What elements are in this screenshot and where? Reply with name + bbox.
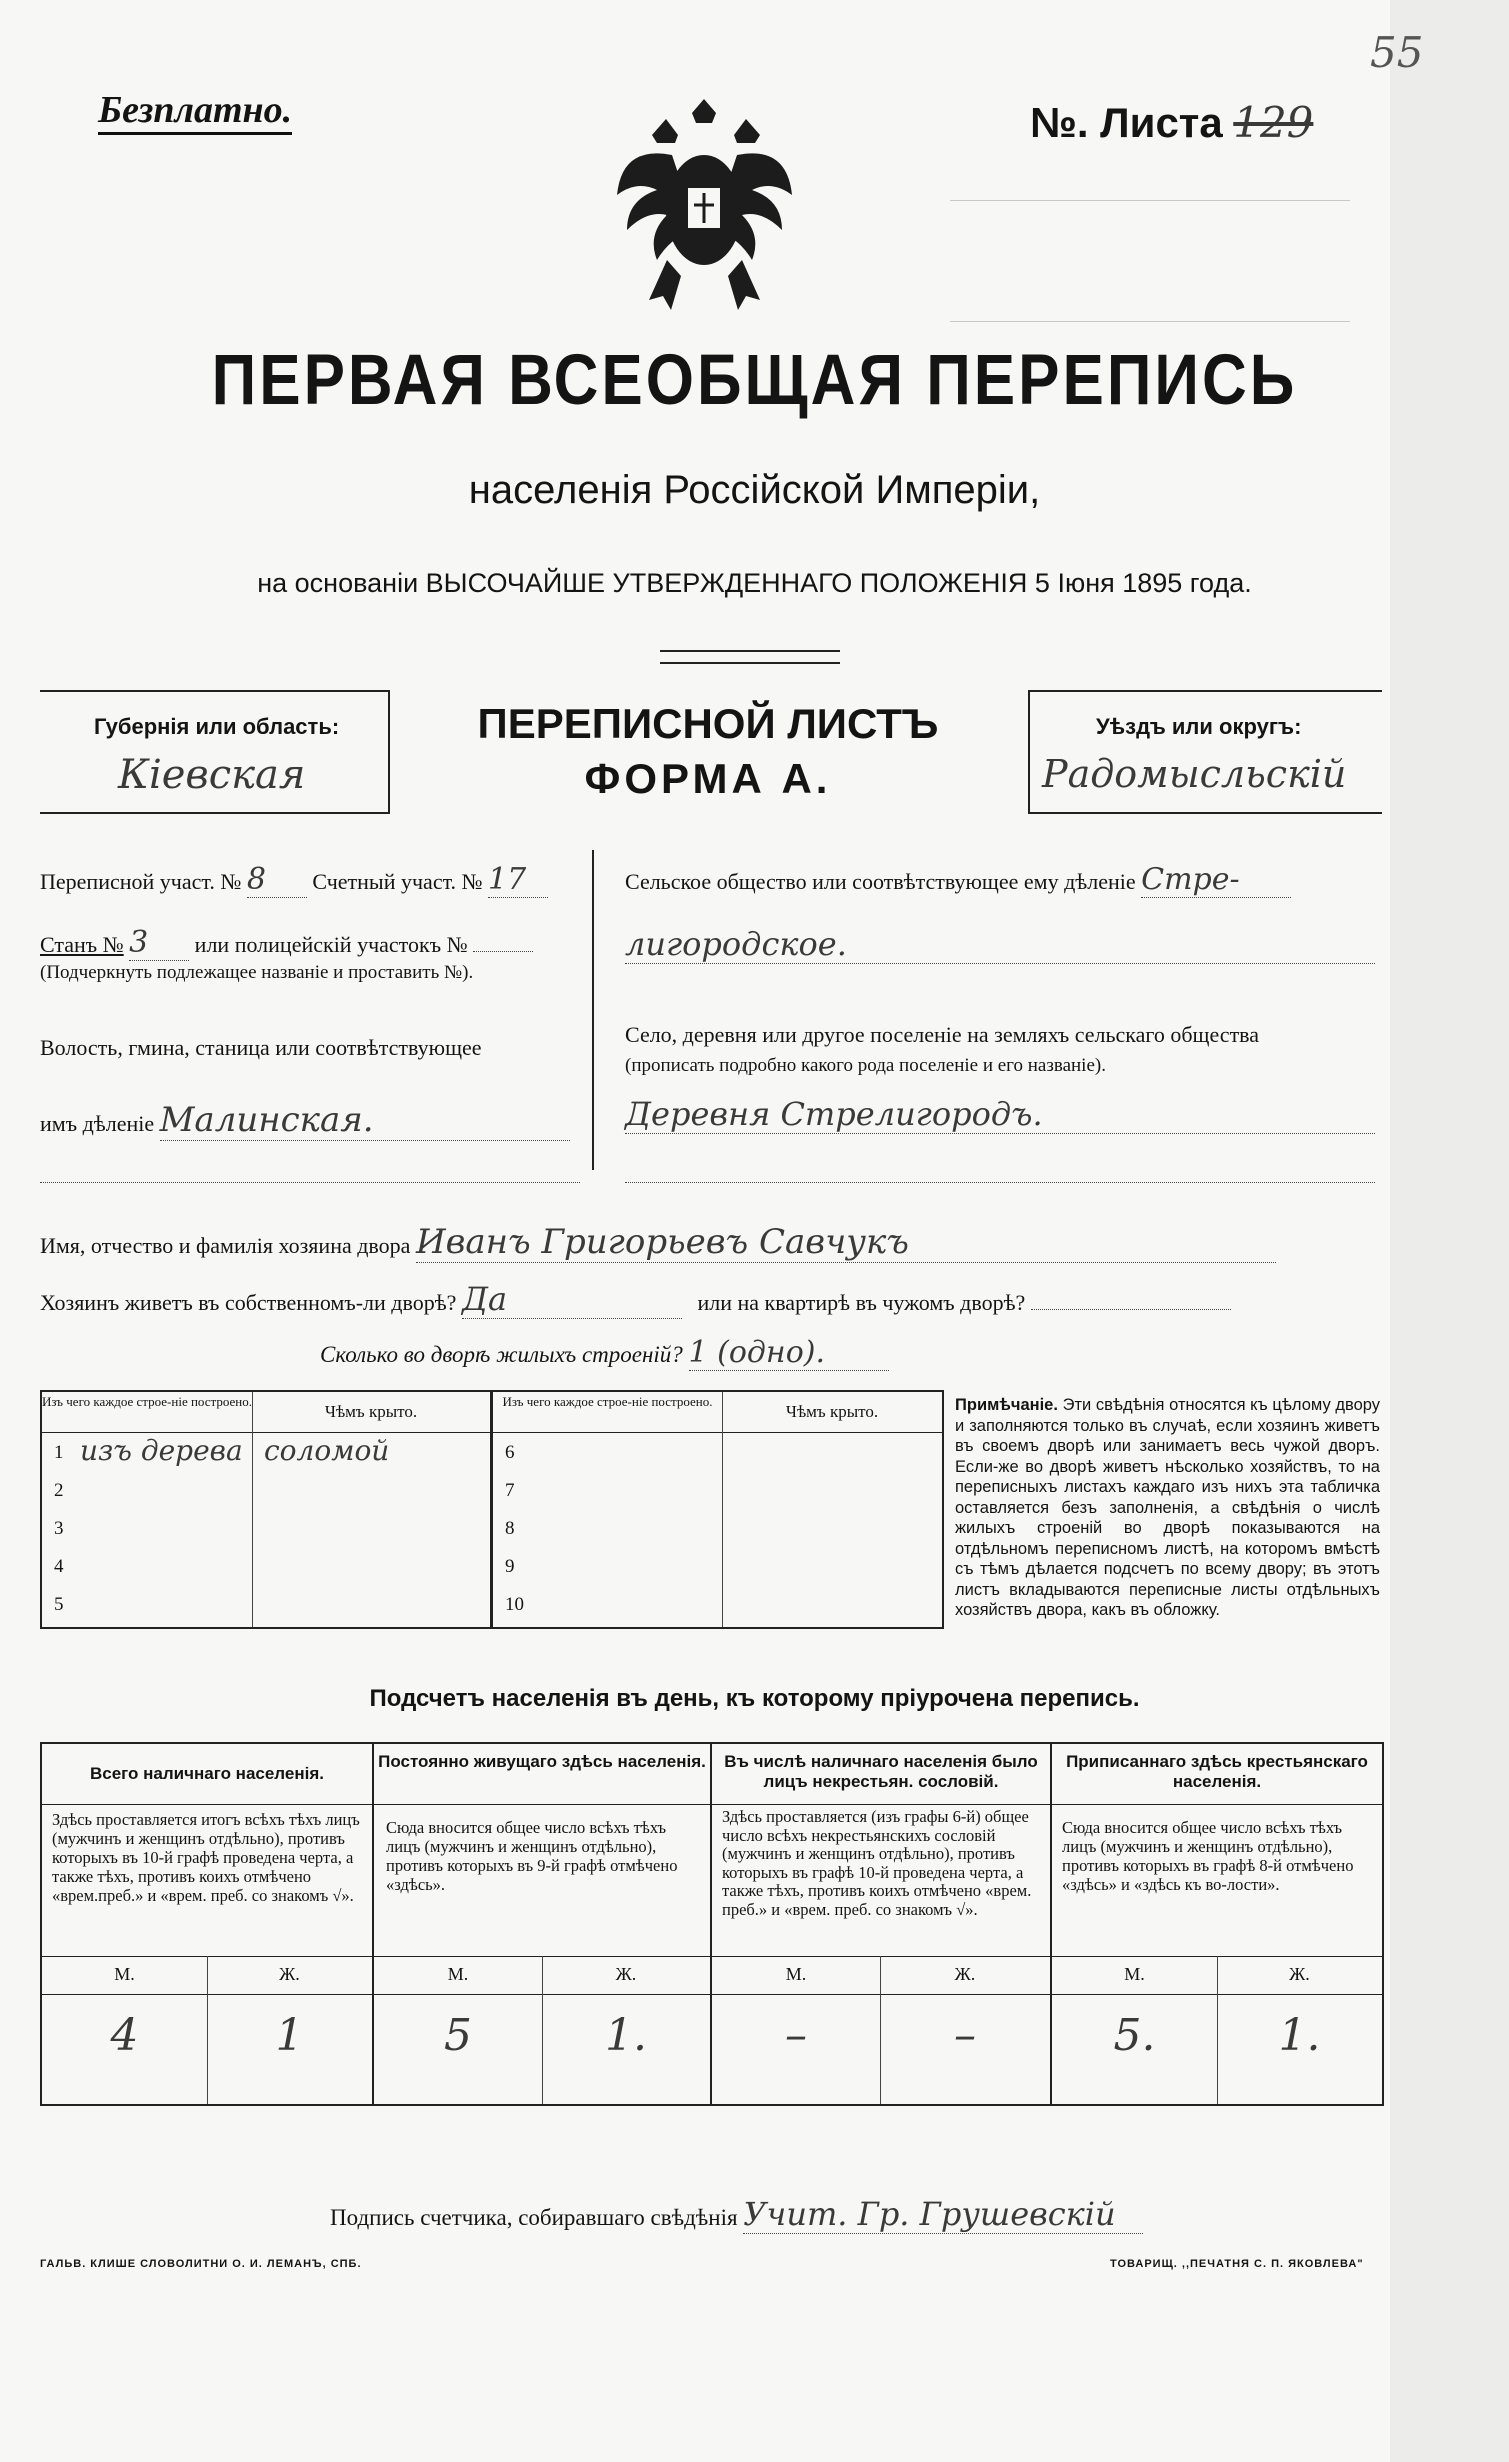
building-row-number: 6: [505, 1442, 515, 1463]
building-row-number: 8: [505, 1518, 515, 1539]
count-group-head: Приписаннаго здѣсь крестьянскаго населенія.: [1066, 1752, 1368, 1791]
imprint-left: ГАЛЬВ. КЛИШЕ СЛОВОЛИТНИ О. И. ЛЕМАНЪ, СПБ.: [40, 2258, 362, 2270]
village-extra-line: [625, 1180, 1375, 1183]
rent-label: или на квартирѣ въ чужомъ дворѣ?: [697, 1290, 1026, 1315]
buildings-value: 1 (одно).: [689, 1335, 889, 1371]
count-group-desc: Здѣсь проставляется (изъ графы 6-й) общее число всѣхъ некрестьянскихъ сословій (мужчинъ и женщинъ отдѣльно), противъ которыхъ въ графѣ 10-й проведена черта, а также тѣхъ, противъ коихъ отмѣчено «врем. преб.» и «врем. преб. со знакомъ √».: [722, 1807, 1032, 1919]
volost-label-2: имъ дѣленіе: [40, 1111, 155, 1136]
note-label: Примѣчаніе.: [955, 1396, 1058, 1414]
note-text: Эти свѣдѣнія относятся къ цѣлому двору и заполняются только въ случаѣ, если хозяинъ живетъ въ своемъ дворѣ или занимаетъ весь чужой дворъ. Если-же во дворѣ живетъ нѣсколько хозяйствъ, то на переписныхъ листахъ каждаго изъ нихъ эта табличка оставляется безъ заполненія, а свѣдѣнія о числѣ жилыхъ строеній во дворѣ показываются на отдѣльномъ переписномъ листѣ, на которомъ вмѣстѣ съ тѣмъ дѣлается подсчетъ по всему двору; въ этотъ листъ вкладываются переписные листы отдѣльныхъ хозяйствъ двора, какъ въ обложку.: [955, 1396, 1380, 1619]
count-f-value: 1: [275, 2010, 304, 2061]
society-line: [625, 862, 1291, 898]
census-district-line: [40, 862, 548, 898]
building-row: [42, 1510, 490, 1548]
own-yard-value: Да: [462, 1280, 682, 1319]
building-row-number: 2: [54, 1480, 64, 1501]
vertical-divider: [592, 850, 594, 1170]
building-row-number: 7: [505, 1480, 515, 1501]
signature-value: Учит. Гр. Грушевскій: [743, 2195, 1143, 2234]
count-desc-rule: [42, 1956, 1382, 1957]
count-table: [40, 1742, 1384, 2106]
count-f-label: Ж.: [1289, 1964, 1310, 1984]
count-f-value: 1.: [605, 2010, 647, 2061]
count-m-value: 5.: [1113, 2010, 1156, 2061]
volost-line: [40, 1100, 570, 1141]
count-group-desc: Сюда вносится общее число всѣхъ тѣхъ лицъ (мужчинъ и женщинъ отдѣльно), противъ которыхъ въ графѣ 8-й отмѣчено «здѣсь» и «здѣсь къ во-лости».: [1062, 1818, 1354, 1894]
count-group-desc: Здѣсь проставляется итогъ всѣхъ тѣхъ лицъ (мужчинъ и женщинъ отдѣльно), противъ которыхъ въ 10-й графѣ проведена черта, а также тѣхъ, противъ коихъ отмѣчено «врем.преб.» и «врем. преб. со знакомъ √».: [52, 1810, 360, 1905]
village-note: (прописать подробно какого рода поселеніе и его названіе).: [625, 1055, 1106, 1076]
form-title: ПЕРЕПИСНОЙ ЛИСТЪ: [477, 700, 939, 747]
count-head-rule: [42, 1804, 1382, 1805]
village-value: Деревня Стрелигородъ.: [625, 1095, 1375, 1134]
volost-extra-line: [40, 1180, 580, 1183]
gubernia-box: [40, 690, 390, 814]
sheet-number: [1030, 98, 1313, 148]
count-m-value: 4: [110, 2010, 139, 2061]
count-m-label: М.: [447, 1964, 469, 1984]
building-row-roof: соломой: [264, 1434, 390, 1467]
count-m-value: –: [785, 2010, 807, 2061]
building-row: [493, 1472, 942, 1510]
sheet-number-value: 129: [1233, 98, 1314, 147]
signature-line: [330, 2195, 1143, 2234]
building-row-number: 3: [54, 1518, 64, 1539]
count-group-head: Постоянно живущаго здѣсь населенія.: [378, 1752, 706, 1771]
building-row-number: 1: [54, 1442, 64, 1463]
building-row-number: 10: [505, 1594, 524, 1615]
volost-label-1: Волость, гмина, станица или соотвѣтствующее: [40, 1035, 482, 1060]
building-row-number: 4: [54, 1556, 64, 1577]
building-row: [493, 1548, 942, 1586]
building-row-number: 9: [505, 1556, 515, 1577]
stan-note: (Подчеркнуть подлежащее названіе и проставить №).: [40, 962, 474, 983]
count-f-label: Ж.: [954, 1964, 976, 1984]
count-title: Подсчетъ населенія въ день, къ которому пріурочена перепись.: [369, 1685, 1140, 1712]
buildings-line: [320, 1335, 889, 1371]
building-row: [42, 1472, 490, 1510]
volost-value: Малинская.: [160, 1100, 570, 1141]
left-material-header: Изъ чего каждое строе-ніе построено.: [42, 1394, 252, 1409]
right-material-header: Изъ чего каждое строе-ніе построено.: [502, 1394, 713, 1409]
building-row: [493, 1510, 942, 1548]
count-district-value: 17: [488, 862, 548, 898]
count-group-head: Всего наличнаго населенія.: [90, 1764, 324, 1783]
society-value-1: Стре-: [1141, 862, 1291, 898]
left-rows: [42, 1434, 490, 1624]
society-label: Сельское общество или соотвѣтствующее ему дѣленіе: [625, 869, 1136, 894]
count-f-value: 1.: [1278, 2010, 1321, 2061]
police-label: или полицейскій участокъ №: [194, 932, 468, 957]
police-value: [473, 951, 533, 952]
gubernia-value: Кіевская: [118, 752, 306, 798]
building-row: [42, 1434, 490, 1472]
right-rows: [493, 1434, 942, 1624]
free-label: Безплатно.: [98, 88, 292, 135]
basis-line: на основаніи ВЫСОЧАЙШЕ УТВЕРЖДЕННАГО ПОЛОЖЕНІЯ 5 Іюня 1895 года.: [257, 568, 1252, 598]
imprint-right: ТОВАРИЩ. ,,ПЕЧАТНЯ С. П. ЯКОВЛЕВА": [1110, 2258, 1364, 2270]
count-mf-rule: [42, 1994, 1382, 1995]
own-yard-label: Хозяинъ живетъ въ собственномъ-ли дворѣ?: [40, 1290, 457, 1315]
note-block: [955, 1395, 1380, 1621]
count-m-label: М.: [1124, 1964, 1145, 1984]
count-m-value: 5: [444, 2010, 472, 2061]
building-row: [42, 1586, 490, 1624]
form-name: ФОРМА А.: [584, 755, 832, 802]
stan-label: Станъ №: [40, 932, 124, 957]
buildings-label: Сколько во дворѣ жилыхъ строеній?: [320, 1342, 683, 1367]
count-group-desc: Сюда вносится общее число всѣхъ тѣхъ лицъ (мужчинъ и женщинъ отдѣльно), противъ которыхъ въ 9-й графѣ отмѣчено «здѣсь».: [386, 1818, 678, 1894]
building-row: [493, 1434, 942, 1472]
signature-label: Подпись счетчика, собиравшаго свѣдѣнія: [330, 2205, 738, 2230]
left-roof-header: Чѣмъ крыто.: [324, 1402, 418, 1421]
uezd-box: [1028, 690, 1382, 814]
gubernia-label: Губернія или область:: [94, 714, 340, 739]
count-district-label: Счетный участ. №: [312, 869, 483, 894]
count-m-label: М.: [114, 1964, 135, 1984]
double-headed-eagle-emblem: [612, 95, 797, 315]
ornament-divider: [660, 650, 840, 664]
stan-value: 3: [129, 925, 189, 961]
building-row-number: 5: [54, 1594, 64, 1615]
uezd-label: Уѣздъ или округъ:: [1096, 714, 1302, 739]
count-f-label: Ж.: [279, 1964, 300, 1984]
corner-number: 55: [1370, 28, 1424, 77]
sheet-number-label: №. Листа: [1030, 99, 1223, 146]
rent-value: [1031, 1309, 1231, 1310]
owner-name-label: Имя, отчество и фамилія хозяина двора: [40, 1233, 411, 1258]
bleed-through-decoration: [950, 200, 1350, 322]
building-row: [42, 1548, 490, 1586]
stan-line: [40, 925, 533, 961]
buildings-table-header-rule: [42, 1432, 942, 1433]
uezd-value: Радомысльскій: [1042, 752, 1347, 796]
census-district-value: 8: [247, 862, 307, 898]
village-label: Село, деревня или другое поселеніе на земляхъ сельскаго общества: [625, 1022, 1260, 1047]
count-f-value: –: [954, 2010, 976, 2061]
buildings-table: [40, 1390, 944, 1629]
right-roof-header: Чѣмъ крыто.: [785, 1402, 879, 1421]
count-group-head: Въ числѣ наличнаго населенія было лицъ некрестьян. сословій.: [724, 1752, 1038, 1791]
page-title: ПЕРВАЯ ВСЕОБЩАЯ ПЕРЕПИСЬ: [211, 340, 1298, 421]
owner-name-line: [40, 1222, 1276, 1263]
building-row: [493, 1586, 942, 1624]
owner-name-value: Иванъ Григорьевъ Савчукъ: [416, 1222, 1276, 1263]
census-district-label: Переписной участ. №: [40, 869, 242, 894]
count-f-label: Ж.: [615, 1964, 637, 1984]
building-row-material: изъ дерева: [80, 1434, 243, 1467]
page-subtitle: населенія Россійской Имперіи,: [468, 468, 1041, 512]
society-value-2: лигородское.: [625, 925, 1375, 964]
count-m-label: М.: [785, 1964, 807, 1984]
own-yard-line: [40, 1280, 1231, 1319]
